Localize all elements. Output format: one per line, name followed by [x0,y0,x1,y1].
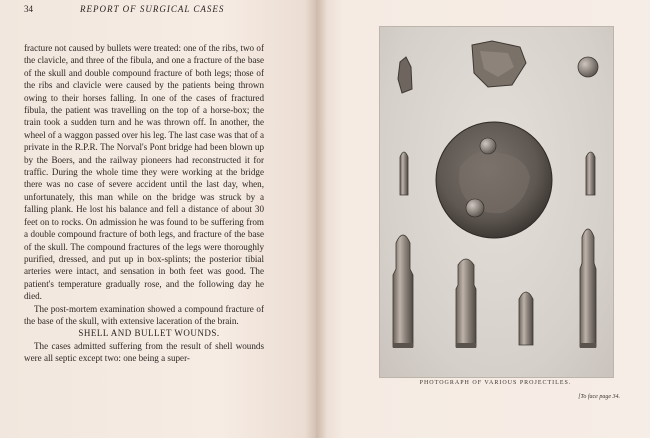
running-head: REPORT OF SURGICAL CASES [80,4,225,14]
left-page [0,0,316,438]
book-gutter [305,0,327,438]
bullet-icon [519,292,533,345]
projectiles-photograph [379,26,614,378]
projectiles-illustration [380,27,613,377]
shell-base-disc-icon [436,122,552,238]
facing-page-note: [To face page 34. [578,394,620,400]
paragraph: The cases admitted suffering from the result of shell wounds were all septic except two: one being a super- [24,340,264,364]
small-bullet-icon [586,152,595,195]
plate-caption: PHOTOGRAPH OF VARIOUS PROJECTILES. [419,380,572,386]
paragraph: fracture not caused by bullets were treated: one of the ribs, two of the clavicle, and three of the fibula, and one a fracture of the base of the skull and double compound fracture of both legs; those of the ribs and clavicle were caused by the patients being thrown owing to their horses falling. In one of the cases of fractured fibula, the patient was travelling on the top of a horse-box; the train took a sudden turn and he was thrown off. In another, the wheel of a waggon passed over his leg. The last case was that of a private in the R.P.R. The Norval's Pont bridge had been blown up by the Boers, and the railway pioneers had reconstructed it for traffic. During the whole time they were working at the bridge there was no case of severe accident until the last day, when, unfortunately, this man while on the bridge was struck by a falling plank. He lost his balance and fell a distance of about 30 feet on to rocks. On admission he was found to be suffering from a double compound fracture of both legs, and fracture of the base of the skull. The compound fractures of the legs were thoroughly purified, dressed, and put up in box-splints; the posterior tibial arteries were intact, and sensation in both feet was good. The patient's temperature gradually rose, and the following day he died. [24,43,264,302]
page-number: 34 [24,4,33,14]
rifle-cartridge-icon [393,235,413,348]
shell-fragment-icon [472,41,526,87]
section-heading: SHELL AND BULLET WOUNDS. [78,328,220,339]
small-bullet-icon [400,152,408,195]
cartridge-icon [456,259,476,348]
body-text [24,42,264,365]
paragraph: The post-mortem examination showed a compound fracture of the base of the skull, with extensive laceration of the brain. [24,303,264,326]
shrapnel-ball-icon [578,57,598,77]
bullet-fragment-icon [398,57,412,93]
rifle-cartridge-icon [580,229,596,348]
